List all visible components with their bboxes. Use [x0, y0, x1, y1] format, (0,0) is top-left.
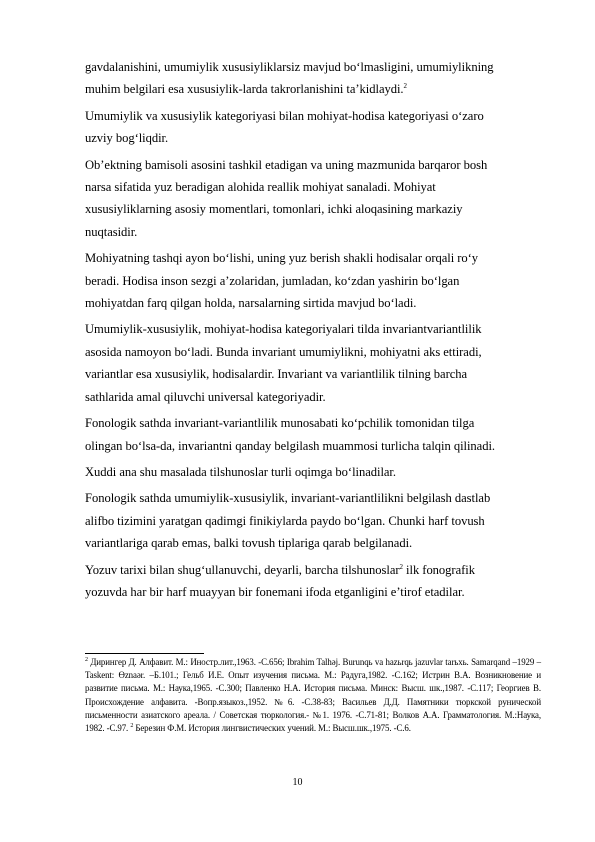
footnote-ref: 2	[403, 82, 407, 91]
paragraph	[85, 247, 548, 314]
paragraph	[85, 461, 548, 483]
body-text	[85, 56, 548, 607]
paragraph-text: Mohiyatning tashqi ayon bo‘lishi, uning yuz berish shakli hodisalar orqali ro‘y beradi. Hodisa inson sezgi a’zolaridan, jumladan, ko‘zdan yashirin bo‘lgan mohiyatdan farq qilgan holda, narsalarning sirtida mavjud bo‘ladi.	[85, 251, 479, 311]
paragraph-text: Umumiylik va xususiylik kategoriyasi bilan mohiyat-hodisa kategoriyasi o‘zaro uzviy bog‘liqdir.	[85, 108, 484, 146]
paragraph	[85, 56, 548, 101]
paragraph-text: gavdalanishini, umumiylik xususiyliklarsiz mavjud bo‘lmasligini, umumiylikning muhim belgilari esa xususiylik-larda takrorlanishini ta’kidlaydi.	[85, 60, 494, 97]
paragraph-text: Fonologik sathda invariant-variantlilik munosabati ko‘pchilik tomonidan tilga olingan bo‘lsa-da, invariantni qanday belgilash muammosi turlicha talqin qilinadi.	[85, 416, 496, 453]
paragraph	[85, 487, 548, 554]
footnote-separator	[85, 653, 204, 654]
paragraph-text-continued: ilk fonografik yozuvda har bir harf muayyan bir fonemani ifoda etganligini e’tirof etadilar.	[85, 562, 475, 599]
footnote	[85, 656, 541, 735]
paragraph	[85, 105, 548, 150]
footnote-text: Дирингер Д. Алфавит. М.: Иностр.лит.,1963. -С.656; Ibrahim Talhəj. Burunqь va hazьrqь jazuvlar tarьxь. Samarqand –1929 – Taskent: Өznaər. –Б.101.; Гельб И.Е. Опыт изучения письма. М.: Радуга,1982. -С.162; Истрин В.А. Возникновение и развитие письма. М.: Наука,1965. -С.300; Павленко Н.А. История письма. Минск: Высш. шк.,1987. -С.117; Георгиев В. Происхождение алфавита. -Вопр.языкоз.,1952. №6. -С.38-83; Васильев Д.Д. Памятники тюркской рунической письменности азиатского ареала. / Советская тюркология.- №1. 1976. -С.71-81; Волков А.А. Грамматология. М.:Наука, 1982. -С.97.	[85, 657, 541, 734]
paragraph	[85, 318, 548, 408]
page-number: 10	[292, 777, 303, 788]
paragraph	[85, 154, 548, 244]
paragraph-text: Xuddi ana shu masalada tilshunoslar turli oqimga bo‘linadilar.	[85, 464, 396, 479]
paragraph	[85, 412, 548, 457]
paragraph	[85, 559, 548, 604]
footnote-marker: 2	[85, 657, 88, 664]
footnote-marker: 2	[130, 723, 134, 730]
footnote-text: Березин Ф.М. История лингвистических учений. М.: Высш.шк.,1975. -С.6.	[133, 723, 411, 734]
paragraph-text: Fonologik sathda umumiylik-xususiylik, invariant-variantlilikni belgilash dastlab alifbo tizimini yaratgan qadimgi finikiylarda paydo bo‘lgan. Chunki harf tovush variantlariga qarab emas, balki tovush tiplariga qarab belgilanadi.	[85, 491, 491, 551]
footnote-ref: 2	[399, 562, 403, 571]
paragraph-text: Ob’ektning bamisoli asosini tashkil etadigan va uning mazmunida barqaror bosh narsa sifatida yuz beradigan alohida reallik mohiyat sanaladi. Mohiyat xususiyliklarning asosiy momentlari, tomonlari, ichki aloqasining markaziy nuqtasidir.	[85, 157, 488, 239]
paragraph-text: Yozuv tarixi bilan shug‘ullanuvchi, deyarli, barcha tilshunoslar	[85, 562, 400, 577]
paragraph-text: Umumiylik-xususiylik, mohiyat-hodisa kategoriyalari tilda invariantvariantlilik asosida namoyon bo‘ladi. Bunda invariant umumiylikni, mohiyatni aks ettiradi, variantlar esa xususiylik, hodisalardir. Invariant va variantlilik tilning barcha sathlarida amal qiluvchi universal kategoriyadir.	[85, 322, 482, 404]
